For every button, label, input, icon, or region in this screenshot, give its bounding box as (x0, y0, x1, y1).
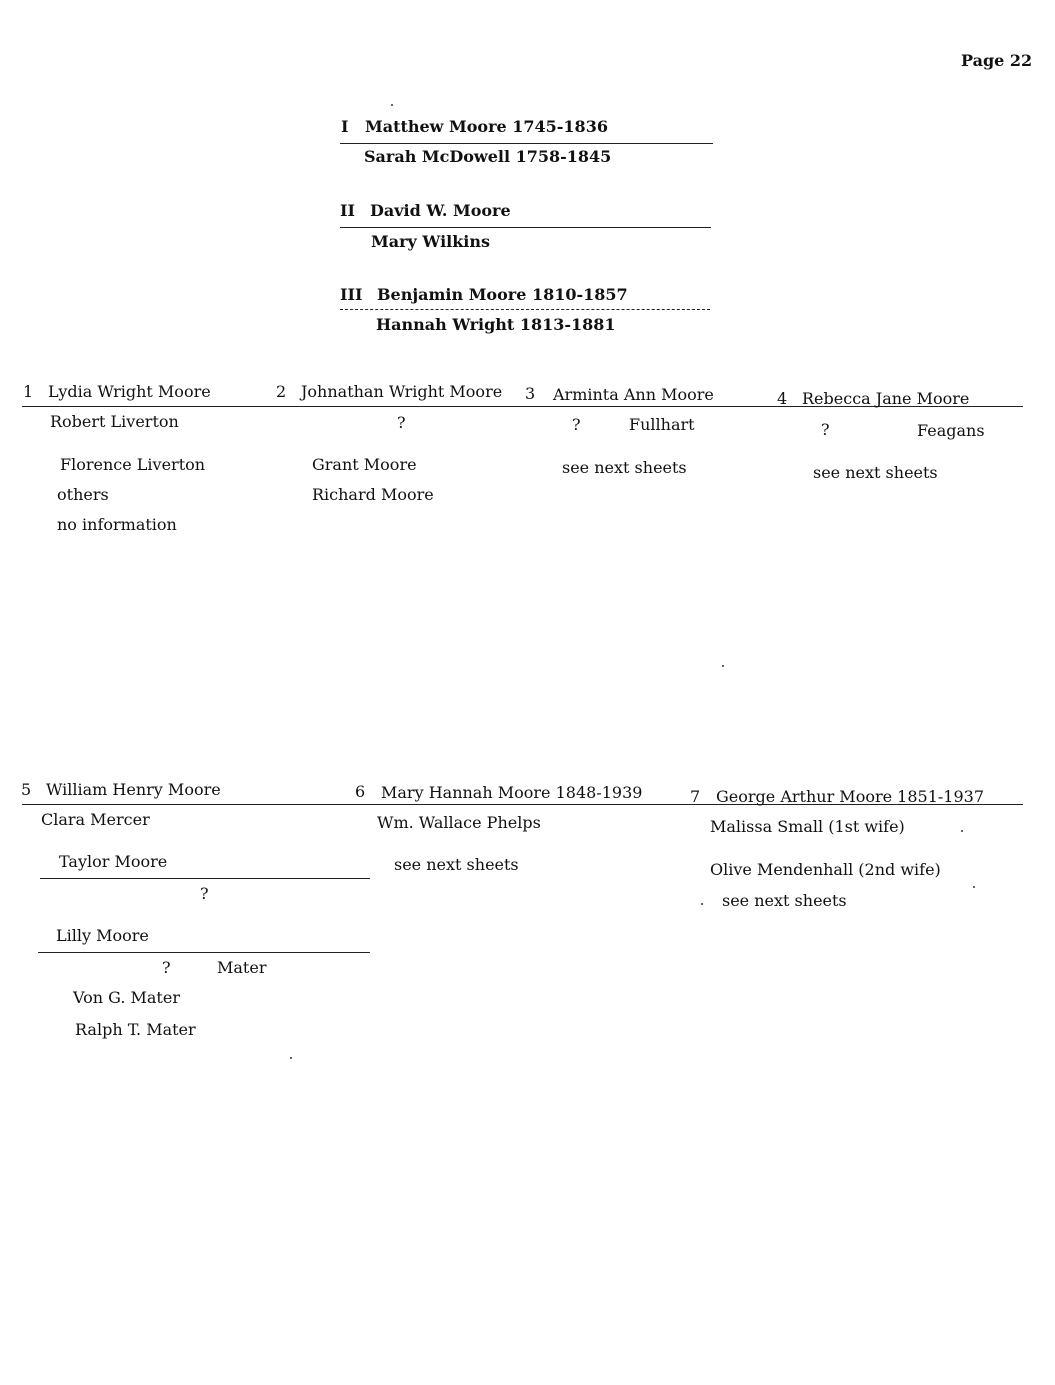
ancestor-name: David W. Moore (370, 201, 511, 220)
child-spouse-first: Malissa Small (1st wife) (710, 817, 905, 836)
page-number: Page 22 (961, 51, 1033, 70)
marriage-line (340, 227, 711, 228)
generation-numeral: I (341, 117, 349, 136)
ancestor-spouse: Mary Wilkins (371, 232, 491, 251)
ancestor-name: Matthew Moore 1745-1836 (365, 117, 608, 136)
descendant-note: Florence Liverton (60, 455, 206, 474)
child-name: George Arthur Moore 1851-1937 (716, 787, 984, 806)
child-number: 1 (23, 382, 34, 401)
descendant-note: see next sheets (722, 891, 847, 910)
scan-speck (961, 830, 963, 832)
marriage-line (340, 143, 713, 144)
descendant-note: no information (57, 515, 177, 534)
child-number: 7 (690, 787, 701, 806)
grandchild-spouse: Mater (217, 958, 267, 977)
child-name: Mary Hannah Moore 1848-1939 (381, 783, 643, 802)
child-spouse-second: Olive Mendenhall (2nd wife) (710, 860, 941, 879)
spouse-unknown-mark: ? (572, 415, 581, 434)
marriage-line (38, 952, 370, 953)
scan-speck (722, 665, 724, 667)
child-number: 6 (355, 782, 366, 801)
child-spouse: Feagans (917, 421, 985, 440)
generation-numeral: II (340, 201, 355, 220)
child-number: 3 (525, 384, 536, 403)
ancestor-name: Benjamin Moore 1810-1857 (377, 285, 628, 304)
child-number: 4 (777, 389, 788, 408)
scan-speck (290, 1057, 292, 1059)
ancestor-spouse: Sarah McDowell 1758-1845 (364, 147, 612, 166)
generation-numeral: III (340, 285, 363, 304)
scan-speck (973, 886, 975, 888)
child-number: 5 (21, 780, 32, 799)
descendant-note: others (57, 485, 109, 504)
spouse-unknown-mark: ? (821, 420, 830, 439)
scan-speck (391, 104, 393, 106)
child-name: Johnathan Wright Moore (301, 382, 503, 401)
child-spouse: Fullhart (629, 415, 695, 434)
descendant-note: Grant Moore (312, 455, 417, 474)
child-spouse: Wm. Wallace Phelps (377, 813, 541, 832)
descendant-note: see next sheets (813, 463, 938, 482)
descendant-note: Richard Moore (312, 485, 434, 504)
child-spouse: Clara Mercer (41, 810, 150, 829)
child-name: Rebecca Jane Moore (802, 389, 970, 408)
scan-speck (701, 903, 703, 905)
great-grandchild-name: Von G. Mater (73, 988, 180, 1007)
marriage-line (340, 309, 710, 310)
descendant-note: see next sheets (394, 855, 519, 874)
child-spouse: Robert Liverton (50, 412, 179, 431)
marriage-line (40, 878, 370, 879)
child-spouse: ? (397, 413, 406, 432)
grandchild-name: Taylor Moore (59, 852, 168, 871)
ancestor-spouse: Hannah Wright 1813-1881 (376, 315, 616, 334)
spouse-unknown-mark: ? (200, 884, 209, 903)
descendant-note: see next sheets (562, 458, 687, 477)
child-name: Arminta Ann Moore (553, 385, 714, 404)
great-grandchild-name: Ralph T. Mater (75, 1020, 196, 1039)
child-name: William Henry Moore (46, 780, 221, 799)
child-name: Lydia Wright Moore (48, 382, 211, 401)
child-number: 2 (276, 382, 287, 401)
grandchild-name: Lilly Moore (56, 926, 149, 945)
spouse-unknown-mark: ? (162, 958, 171, 977)
